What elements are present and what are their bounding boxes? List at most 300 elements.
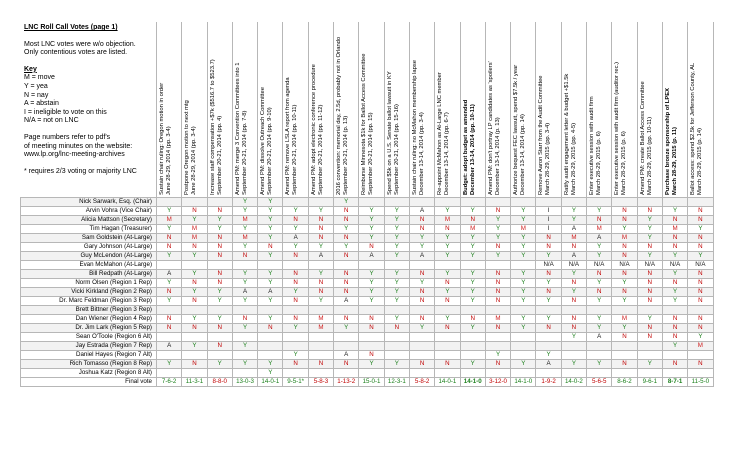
vote-cell: M bbox=[232, 216, 257, 225]
vote-cell: Y bbox=[384, 216, 409, 225]
key-yea: Y = yea bbox=[24, 82, 48, 90]
vote-cell: N bbox=[308, 360, 333, 369]
vote-cell bbox=[308, 333, 333, 342]
motion-text: Amend PM: merge 3 Convention Committees into 1 bbox=[234, 62, 241, 195]
vote-cell bbox=[612, 351, 637, 360]
vote-cell: A bbox=[283, 234, 308, 243]
final-vote-tally: 9-5-1* bbox=[283, 378, 308, 387]
vote-cell: Y bbox=[460, 297, 485, 306]
motion-text: Enter executive session with audit firm bbox=[589, 96, 596, 195]
vote-cell: Y bbox=[258, 216, 283, 225]
final-vote-tally: 5-6-5 bbox=[587, 378, 612, 387]
vote-cell bbox=[232, 261, 257, 270]
vote-cell: Y bbox=[511, 243, 536, 252]
motion-date: March 28-29, 2015 (pp. 10-11) bbox=[646, 116, 653, 195]
vote-cell: N bbox=[662, 360, 687, 369]
vote-cell: Y bbox=[258, 270, 283, 279]
final-vote-tally: 3-12-0 bbox=[485, 378, 510, 387]
vote-cell: N bbox=[283, 252, 308, 261]
vote-cell: Y bbox=[485, 252, 510, 261]
final-vote-tally: 12-3-1 bbox=[384, 378, 409, 387]
final-vote-tally: 1-9-2 bbox=[536, 378, 561, 387]
vote-cell bbox=[587, 351, 612, 360]
member-name: Bill Redpath (At-Large) bbox=[21, 270, 157, 279]
vote-cell: Y bbox=[232, 324, 257, 333]
member-row bbox=[21, 279, 714, 288]
vote-cell: M bbox=[460, 225, 485, 234]
member-row bbox=[21, 324, 714, 333]
vote-cell: M bbox=[435, 216, 460, 225]
vote-cell bbox=[587, 369, 612, 378]
vote-cell bbox=[485, 333, 510, 342]
vote-cell: A bbox=[157, 342, 182, 351]
vote-cell: N bbox=[662, 243, 687, 252]
vote-cell bbox=[587, 342, 612, 351]
vote-cell bbox=[258, 351, 283, 360]
vote-cell: Y bbox=[308, 243, 333, 252]
vote-cell: N bbox=[308, 279, 333, 288]
vote-cell bbox=[460, 198, 485, 207]
member-row bbox=[21, 270, 714, 279]
vote-cell: Y bbox=[662, 252, 687, 261]
vote-cell: N bbox=[637, 324, 662, 333]
vote-cell: A bbox=[334, 297, 359, 306]
motion-header bbox=[688, 22, 713, 198]
vote-cell: N bbox=[536, 234, 561, 243]
vote-cell: Y bbox=[511, 279, 536, 288]
motion-date: September 20-21, 2014 (pp. 4) bbox=[216, 115, 223, 195]
page-ref-note-2: of meeting minutes on the website: bbox=[24, 142, 133, 150]
vote-cell: Y bbox=[460, 270, 485, 279]
motion-date: September 20-21, 2014 (pp. 10-11) bbox=[292, 104, 299, 195]
vote-cell bbox=[460, 351, 485, 360]
vote-cell: N bbox=[334, 288, 359, 297]
vote-cell: Y bbox=[283, 351, 308, 360]
vote-cell: Y bbox=[435, 252, 460, 261]
vote-cell: Y bbox=[435, 315, 460, 324]
motion-header bbox=[207, 22, 232, 198]
vote-cell: N bbox=[283, 270, 308, 279]
vote-cell: Y bbox=[637, 252, 662, 261]
vote-cell: Y bbox=[258, 369, 283, 378]
vote-cell bbox=[283, 198, 308, 207]
vote-cell: Y bbox=[334, 225, 359, 234]
vote-cell: Y bbox=[587, 252, 612, 261]
vote-cell bbox=[511, 306, 536, 315]
vote-cell bbox=[409, 333, 434, 342]
vote-cell: N bbox=[612, 216, 637, 225]
vote-cell: N bbox=[283, 216, 308, 225]
motion-text: Authorize bequest FEC lawsuit, spend $7.5k / year bbox=[513, 64, 520, 195]
member-name: Gary Johnson (At-Large) bbox=[21, 243, 157, 252]
vote-cell: Y bbox=[662, 207, 687, 216]
vote-cell: N bbox=[334, 234, 359, 243]
vote-cell: Y bbox=[662, 270, 687, 279]
vote-cell: Y bbox=[258, 297, 283, 306]
vote-cell bbox=[334, 306, 359, 315]
vote-cell: Y bbox=[384, 243, 409, 252]
vote-cell: Y bbox=[232, 342, 257, 351]
vote-cell: I bbox=[536, 216, 561, 225]
vote-cell: Y bbox=[561, 270, 586, 279]
vote-cell: N bbox=[485, 270, 510, 279]
vote-cell: N bbox=[561, 315, 586, 324]
vote-cell: Y bbox=[662, 297, 687, 306]
vote-cell bbox=[536, 342, 561, 351]
vote-cell: Y bbox=[308, 270, 333, 279]
vote-cell: Y bbox=[435, 243, 460, 252]
vote-cell: Y bbox=[182, 342, 207, 351]
vote-cell bbox=[511, 198, 536, 207]
vote-cell bbox=[561, 342, 586, 351]
vote-cell: N bbox=[207, 243, 232, 252]
member-name: Guy McLendon (At-Large) bbox=[21, 252, 157, 261]
final-vote-tally: 8-8-0 bbox=[207, 378, 232, 387]
vote-cell: Y bbox=[283, 324, 308, 333]
vote-cell: Y bbox=[232, 297, 257, 306]
member-name: Norm Olsen (Region 1 Rep) bbox=[21, 279, 157, 288]
vote-cell: N bbox=[157, 324, 182, 333]
vote-cell bbox=[485, 261, 510, 270]
motion-header bbox=[460, 22, 485, 198]
vote-cell: Y bbox=[157, 360, 182, 369]
vote-cell: Y bbox=[157, 279, 182, 288]
vote-cell: Y bbox=[207, 216, 232, 225]
vote-cell bbox=[612, 369, 637, 378]
motion-header bbox=[232, 22, 257, 198]
vote-cell: Y bbox=[485, 351, 510, 360]
vote-cell: N bbox=[435, 297, 460, 306]
vote-cell bbox=[334, 342, 359, 351]
vote-cell bbox=[637, 198, 662, 207]
member-row bbox=[21, 306, 714, 315]
vote-cell bbox=[384, 306, 409, 315]
vote-cell: Y bbox=[258, 225, 283, 234]
vote-cell: N bbox=[485, 297, 510, 306]
header-spacer bbox=[21, 22, 157, 198]
vote-cell bbox=[232, 333, 257, 342]
vote-cell bbox=[460, 342, 485, 351]
vote-cell: N bbox=[662, 279, 687, 288]
member-name: Alicia Mattson (Secretary) bbox=[21, 216, 157, 225]
vote-cell bbox=[536, 333, 561, 342]
motion-header bbox=[359, 22, 384, 198]
vote-cell: N bbox=[536, 270, 561, 279]
vote-cell: N bbox=[688, 315, 713, 324]
vote-cell: Y bbox=[384, 297, 409, 306]
vote-cell bbox=[561, 351, 586, 360]
vote-cell: N bbox=[157, 288, 182, 297]
motion-date: December 13-14, 2014 (pp. 3-4) bbox=[418, 112, 425, 195]
vote-cell: Y bbox=[258, 252, 283, 261]
vote-cell bbox=[587, 198, 612, 207]
vote-cell bbox=[359, 198, 384, 207]
vote-cell: Y bbox=[308, 297, 333, 306]
final-vote-tally: 14-1-0 bbox=[460, 378, 485, 387]
vote-cell bbox=[435, 351, 460, 360]
vote-cell bbox=[435, 342, 460, 351]
vote-cell: Y bbox=[485, 225, 510, 234]
vote-cell: N bbox=[359, 315, 384, 324]
key-not-on-lnc: N/A = not on LNC bbox=[24, 117, 79, 125]
vote-cell: N bbox=[688, 279, 713, 288]
vote-cell: N bbox=[612, 270, 637, 279]
supermajority-note: * requires 2/3 voting or majority LNC bbox=[24, 167, 137, 175]
vote-cell: Y bbox=[587, 324, 612, 333]
vote-cell: Y bbox=[460, 279, 485, 288]
vote-cell: N bbox=[688, 297, 713, 306]
vote-cell bbox=[561, 306, 586, 315]
motion-header bbox=[182, 22, 207, 198]
vote-cell: N bbox=[435, 279, 460, 288]
motion-text: 2016 convention: memorial day, 2.5d, probably not in Orlando bbox=[336, 36, 343, 195]
vote-cell: N bbox=[283, 297, 308, 306]
vote-cell: N bbox=[688, 270, 713, 279]
vote-cell: Y bbox=[157, 252, 182, 261]
final-vote-tally: 13-0-3 bbox=[232, 378, 257, 387]
vote-cell: N bbox=[561, 279, 586, 288]
vote-cell: Y bbox=[435, 288, 460, 297]
vote-cell: N bbox=[688, 360, 713, 369]
vote-cell: N bbox=[207, 279, 232, 288]
vote-cell bbox=[283, 342, 308, 351]
vote-cell bbox=[334, 369, 359, 378]
vote-cell: A bbox=[157, 270, 182, 279]
vote-cell: Y bbox=[536, 297, 561, 306]
member-name: Jay Estrada (Region 7 Rep) bbox=[21, 342, 157, 351]
member-name: Rich Tomasso (Region 8 Rep) bbox=[21, 360, 157, 369]
vote-cell bbox=[536, 369, 561, 378]
vote-cell: M bbox=[587, 225, 612, 234]
motion-text: Ballot access: spend $2.5k for Jefferson County, AL bbox=[690, 62, 697, 195]
member-row bbox=[21, 333, 714, 342]
vote-cell bbox=[409, 342, 434, 351]
vote-cell bbox=[182, 333, 207, 342]
motion-date: March 28-29, 2015 (p. 14) bbox=[696, 127, 703, 195]
intro-line-1: Most LNC votes were w/o objection. bbox=[24, 40, 136, 48]
vote-cell: Y bbox=[460, 234, 485, 243]
motion-text: Reimburse Minnesota $1k for Ballot Access Committee bbox=[361, 53, 368, 195]
vote-cell: N bbox=[409, 297, 434, 306]
vote-cell: A bbox=[308, 252, 333, 261]
vote-cell bbox=[258, 261, 283, 270]
vote-cell bbox=[334, 261, 359, 270]
member-row bbox=[21, 369, 714, 378]
member-row bbox=[21, 261, 714, 270]
vote-cell: Y bbox=[232, 198, 257, 207]
vote-cell: Y bbox=[384, 315, 409, 324]
vote-cell: N/A bbox=[612, 261, 637, 270]
vote-cell bbox=[612, 306, 637, 315]
vote-cell: M bbox=[308, 324, 333, 333]
vote-cell: Y bbox=[409, 279, 434, 288]
member-name: Vicki Kirkland (Region 2 Rep) bbox=[21, 288, 157, 297]
vote-cell: N bbox=[334, 270, 359, 279]
page-ref-link[interactable]: www.lp.org/lnc-meeting-archives bbox=[24, 151, 125, 159]
vote-cell: A bbox=[409, 207, 434, 216]
vote-cell: Y bbox=[232, 207, 257, 216]
vote-cell: Y bbox=[384, 279, 409, 288]
motion-date: September 20-21, 2014 (pp. 11-12) bbox=[317, 104, 324, 195]
vote-cell: Y bbox=[587, 207, 612, 216]
vote-cell: N bbox=[637, 333, 662, 342]
vote-cell: N bbox=[334, 315, 359, 324]
vote-cell: N bbox=[435, 225, 460, 234]
vote-cell: N bbox=[258, 324, 283, 333]
vote-cell: N bbox=[688, 243, 713, 252]
motion-date: March 28-29, 2015 (p. 6) bbox=[620, 131, 627, 195]
vote-cell: Y bbox=[258, 207, 283, 216]
vote-cell: N bbox=[688, 216, 713, 225]
vote-cell bbox=[182, 306, 207, 315]
vote-cell: A bbox=[232, 288, 257, 297]
vote-cell: Y bbox=[561, 288, 586, 297]
vote-cell bbox=[460, 333, 485, 342]
vote-cell bbox=[384, 198, 409, 207]
motion-header bbox=[612, 22, 637, 198]
motion-date: March 28-29, 2015 (pp. 4-5) bbox=[570, 122, 577, 195]
vote-cell: Y bbox=[587, 315, 612, 324]
vote-cell bbox=[536, 306, 561, 315]
vote-cell: N bbox=[662, 234, 687, 243]
member-name: Brett Bittner (Region 3 Rep) bbox=[21, 306, 157, 315]
vote-cell: N bbox=[688, 207, 713, 216]
vote-cell bbox=[232, 351, 257, 360]
vote-cell: N bbox=[637, 297, 662, 306]
vote-cell: Y bbox=[688, 252, 713, 261]
motion-date: September 20-21, 2014 (pp. 15) bbox=[367, 112, 374, 195]
final-vote-tally: 14-0-1 bbox=[258, 378, 283, 387]
member-row bbox=[21, 198, 714, 207]
vote-cell: Y bbox=[460, 324, 485, 333]
motion-text: Increase staff compensation +$7k ($516.7 to $523.7) bbox=[209, 59, 216, 195]
vote-cell: Y bbox=[232, 270, 257, 279]
motion-header bbox=[662, 22, 687, 198]
vote-cell: M bbox=[561, 234, 586, 243]
final-vote-tally: 5-8-2 bbox=[409, 378, 434, 387]
vote-cell: Y bbox=[511, 270, 536, 279]
vote-cell bbox=[460, 369, 485, 378]
vote-cell: N bbox=[182, 207, 207, 216]
vote-cell: N/A bbox=[688, 261, 713, 270]
vote-cell: N bbox=[587, 288, 612, 297]
final-vote-tally: 11-5-0 bbox=[688, 378, 713, 387]
motion-date: December 13-14, 2014 (pp. 10-11) bbox=[469, 104, 476, 195]
vote-cell bbox=[308, 351, 333, 360]
vote-cell bbox=[384, 342, 409, 351]
vote-cell: Y bbox=[384, 234, 409, 243]
vote-cell: Y bbox=[258, 234, 283, 243]
vote-cell: N bbox=[232, 252, 257, 261]
motion-date: December 13-14, 2014 (pp. 6-7) bbox=[443, 112, 450, 195]
vote-cell: Y bbox=[258, 315, 283, 324]
vote-cell bbox=[435, 198, 460, 207]
vote-cell: Y bbox=[232, 243, 257, 252]
vote-cell bbox=[688, 369, 713, 378]
vote-cell: Y bbox=[359, 288, 384, 297]
vote-cell: M bbox=[308, 315, 333, 324]
vote-cell bbox=[207, 369, 232, 378]
vote-cell: Y bbox=[334, 198, 359, 207]
motion-header bbox=[283, 22, 308, 198]
vote-cell: Y bbox=[612, 279, 637, 288]
vote-cell bbox=[359, 306, 384, 315]
vote-cell: M bbox=[662, 225, 687, 234]
member-name: Joshua Katz (Region 8 Alt) bbox=[21, 369, 157, 378]
vote-cell: N bbox=[435, 324, 460, 333]
vote-cell: A bbox=[561, 252, 586, 261]
vote-cell: N bbox=[485, 279, 510, 288]
vote-cell: Y bbox=[409, 234, 434, 243]
vote-cell: Y bbox=[384, 288, 409, 297]
vote-cell bbox=[662, 306, 687, 315]
vote-cell: Y bbox=[384, 252, 409, 261]
motion-header bbox=[334, 22, 359, 198]
key-abstain: A = abstain bbox=[24, 100, 59, 108]
vote-cell: Y bbox=[587, 243, 612, 252]
vote-cell: A bbox=[334, 351, 359, 360]
page-ref-note-1: Page numbers refer to pdf's bbox=[24, 133, 111, 141]
final-vote-tally: 14-1-0 bbox=[511, 378, 536, 387]
vote-cell bbox=[688, 306, 713, 315]
vote-cell bbox=[157, 306, 182, 315]
vote-cell bbox=[359, 342, 384, 351]
vote-cell: N bbox=[485, 324, 510, 333]
vote-cell: N bbox=[283, 279, 308, 288]
vote-cell: M bbox=[232, 234, 257, 243]
vote-cell: Y bbox=[258, 360, 283, 369]
motion-header bbox=[258, 22, 283, 198]
member-row bbox=[21, 315, 714, 324]
vote-cell bbox=[536, 198, 561, 207]
vote-cell bbox=[435, 306, 460, 315]
vote-cell bbox=[688, 351, 713, 360]
vote-cell: Y bbox=[612, 225, 637, 234]
vote-cell: N bbox=[384, 324, 409, 333]
vote-cell: N bbox=[207, 270, 232, 279]
vote-cell: N bbox=[662, 315, 687, 324]
vote-cell bbox=[460, 261, 485, 270]
member-name: Dan Wiener (Region 4 Rep) bbox=[21, 315, 157, 324]
vote-cell: N bbox=[334, 216, 359, 225]
motion-header bbox=[536, 22, 561, 198]
vote-cell: Y bbox=[232, 279, 257, 288]
motion-text: Amend PM: don't portray LP candidates as 'spoilers' bbox=[487, 61, 494, 195]
member-row bbox=[21, 342, 714, 351]
vote-cell bbox=[359, 261, 384, 270]
vote-cell: Y bbox=[334, 324, 359, 333]
vote-cell bbox=[334, 333, 359, 342]
vote-cell: N bbox=[637, 207, 662, 216]
vote-cell: Y bbox=[460, 288, 485, 297]
vote-cell: N bbox=[232, 315, 257, 324]
vote-cell: Y bbox=[359, 207, 384, 216]
vote-cell bbox=[232, 306, 257, 315]
vote-cell: Y bbox=[511, 207, 536, 216]
motion-header bbox=[561, 22, 586, 198]
motion-header bbox=[587, 22, 612, 198]
vote-cell: N bbox=[637, 270, 662, 279]
vote-cell: N bbox=[409, 225, 434, 234]
member-name: Arvin Vohra (Vice Chair) bbox=[21, 207, 157, 216]
vote-cell: N bbox=[308, 234, 333, 243]
vote-cell bbox=[409, 369, 434, 378]
vote-cell: Y bbox=[688, 225, 713, 234]
vote-cell: N bbox=[662, 216, 687, 225]
vote-cell: Y bbox=[182, 288, 207, 297]
vote-cell bbox=[511, 351, 536, 360]
vote-cell: Y bbox=[536, 279, 561, 288]
